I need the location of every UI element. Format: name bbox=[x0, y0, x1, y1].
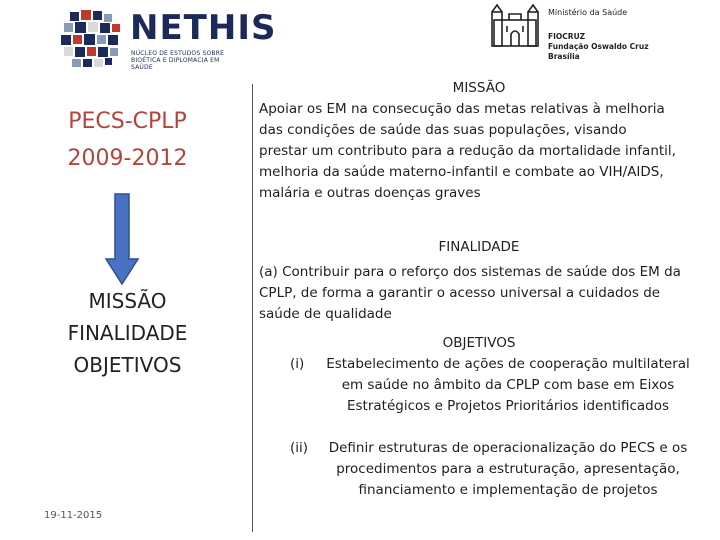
section-list-item-finalidade: FINALIDADE bbox=[67, 321, 188, 345]
program-title-line-2: 2009-2012 bbox=[67, 146, 188, 171]
missao-heading: MISSÃO bbox=[452, 80, 506, 96]
column-divider bbox=[252, 84, 253, 532]
castle-icon bbox=[490, 2, 540, 48]
program-title bbox=[20, 103, 235, 177]
nethis-logo bbox=[60, 6, 277, 71]
objetivo-text: Definir estruturas de operacionalização do PECS e os procedimentos para a estruturação, apresentação, financiamento e implementação de projetos bbox=[328, 440, 688, 498]
nethis-mosaic-icon bbox=[60, 10, 122, 68]
section-list bbox=[20, 285, 235, 381]
fiocruz-label bbox=[548, 32, 649, 62]
finalidade-heading: FINALIDADE bbox=[438, 239, 520, 255]
missao-text: Apoiar os EM na consecução das metas relativas à melhoria das condições de saúde das suas populações, visando prestar um contributo para a redução da mortalidade infantil, melhoria da saúde materno-infantil e combate ao VIH/AIDS, malária e outras doenças graves bbox=[259, 101, 676, 201]
program-title-line-1: PECS-CPLP bbox=[68, 109, 187, 134]
objetivo-item bbox=[290, 438, 690, 501]
fiocruz-logo bbox=[490, 2, 690, 72]
fiocruz-line-1: FIOCRUZ bbox=[548, 32, 586, 41]
fiocruz-line-3: Brasília bbox=[548, 52, 580, 61]
finalidade-text: (a) Contribuir para o reforço dos sistemas de saúde dos EM da CPLP, de forma a garantir o acesso universal a cuidados de saúde de qualidade bbox=[259, 264, 681, 322]
slide-date: 19-11-2015 bbox=[44, 510, 103, 521]
section-list-item-objetivos: OBJETIVOS bbox=[73, 353, 182, 377]
section-list-item-missao: MISSÃO bbox=[88, 289, 167, 313]
nethis-title: NETHIS bbox=[130, 8, 277, 48]
objetivo-number: (ii) bbox=[290, 440, 309, 456]
objetivos-heading: OBJETIVOS bbox=[442, 335, 516, 351]
ministry-label: Ministério da Saúde bbox=[548, 8, 628, 17]
nethis-subtitle: NÚCLEO DE ESTUDOS SOBRE BIOÉTICA E DIPLOMACIA EM SAÚDE bbox=[131, 50, 225, 71]
objetivo-number: (i) bbox=[290, 356, 305, 372]
down-arrow-icon bbox=[104, 193, 140, 285]
fiocruz-line-2: Fundação Oswaldo Cruz bbox=[548, 42, 649, 51]
objetivo-text: Estabelecimento de ações de cooperação multilateral em saúde no âmbito da CPLP com base em Eixos Estratégicos e Projetos Prioritários identificados bbox=[326, 356, 690, 414]
objetivo-item bbox=[290, 354, 690, 417]
